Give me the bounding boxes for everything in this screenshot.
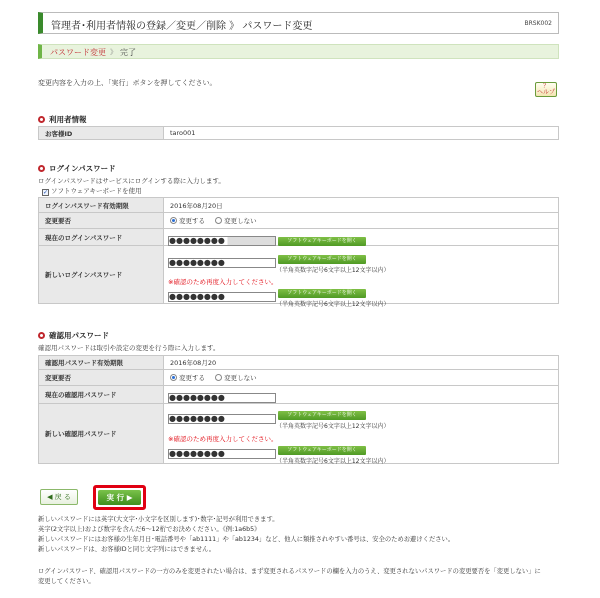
login-new-hint: （半角英数字記号6文字以上12文字以内） — [276, 267, 390, 274]
software-keyboard-checkbox[interactable]: ✓ ソフトウェアキーボードを使用 — [43, 187, 142, 196]
confirm-section-note: 確認用パスワードは取引や設定の変更を行う際に入力します。 — [38, 344, 220, 352]
section-bullet-icon — [38, 332, 45, 339]
confirm-confirm-password-input[interactable]: ●●●●●●●● — [168, 449, 276, 459]
confirm-new-password-input[interactable]: ●●●●●●●● — [168, 414, 276, 424]
login-current-password-input[interactable]: ●●●●●●●● — [168, 236, 276, 246]
section-bullet-icon — [38, 165, 45, 172]
footer-note-3: 新しいパスワードにはお客様の生年月日･電話番号や「ab1111」や「ab1234」など、他人に類推されやすい番号は、安全のためお避けください。 — [38, 536, 455, 543]
customer-id-label: お客様ID — [39, 127, 164, 140]
back-button[interactable]: ◀ 戻 る — [40, 489, 78, 505]
help-button[interactable] — [535, 82, 557, 97]
confirm-confirm-hint: （半角英数字記号6文字以上12文字以内） — [276, 458, 390, 465]
user-info-table — [38, 126, 559, 140]
login-change-label: 変更要否 — [39, 213, 164, 229]
confirm-change-label: 変更要否 — [39, 370, 164, 386]
footer-note-1: 新しいパスワードには英字(大文字･小文字を区別します)･数字･記号が利用できます。 — [38, 516, 279, 523]
intro-text: 変更内容を入力の上、「実行」ボタンを押してください。 — [38, 79, 217, 87]
login-new-skb-button[interactable]: ソフトウェアキーボードを開く — [278, 255, 366, 264]
help-label: ヘルプ — [536, 89, 555, 96]
confirm-confirm-warning: ※確認のため再度入力してください。 — [168, 435, 278, 443]
question-icon: ？ — [542, 83, 549, 90]
confirm-new-skb-button[interactable]: ソフトウェアキーボードを開く — [278, 411, 366, 420]
page-header — [38, 12, 559, 34]
login-change-no-radio[interactable] — [215, 217, 222, 224]
step-current: パスワード変更 — [50, 48, 106, 57]
confirm-change-no-radio[interactable] — [215, 374, 222, 381]
confirm-expiry-value: 2016年08月20 — [164, 356, 559, 370]
footer-note-4: 新しいパスワードは、お客様IDと同じ文字列にはできません。 — [38, 546, 216, 553]
confirm-confirm-skb-button[interactable]: ソフトウェアキーボードを開く — [278, 446, 366, 455]
login-current-skb-button[interactable]: ソフトウェアキーボードを開く — [278, 237, 366, 246]
checkbox-checked-icon: ✓ — [43, 189, 49, 196]
confirm-new-hint: （半角英数字記号6文字以上12文字以内） — [276, 423, 390, 430]
login-section-note: ログインパスワードはサービスにログインする際に入力します。 — [38, 177, 225, 185]
confirm-expiry-label: 確認用パスワード有効期限 — [39, 356, 164, 370]
login-confirm-password-input[interactable]: ●●●●●●●● — [168, 292, 276, 302]
login-change-yes-radio[interactable] — [170, 217, 177, 224]
execute-button[interactable]: 実 行 ▶ — [98, 490, 141, 505]
confirm-current-password-input[interactable]: ●●●●●●●● — [168, 393, 276, 403]
confirm-new-label: 新しい確認用パスワード — [39, 404, 164, 464]
confirm-current-label: 現在の確認用パスワード — [39, 386, 164, 404]
login-change-radios: 変更する 変更しない — [164, 213, 559, 229]
login-password-table — [38, 197, 559, 304]
login-new-label: 新しいログインパスワード — [39, 246, 164, 304]
login-expiry-value: 2016年08月20日 — [164, 198, 559, 213]
login-confirm-skb-button[interactable]: ソフトウェアキーボードを開く — [278, 289, 366, 298]
confirm-change-radios: 変更する 変更しない — [164, 370, 559, 386]
step-indicator — [38, 44, 559, 59]
login-new-password-input[interactable]: ●●●●●●●● — [168, 258, 276, 268]
footer-note-2: 英字(2文字以上)および数字を含んだ6～12桁でお決めください。《例:1a6b5》 — [38, 526, 261, 533]
login-current-label: 現在のログインパスワード — [39, 229, 164, 246]
page-title: 管理者･利用者情報の登録／変更／削除 》 パスワード変更 — [51, 21, 313, 32]
section-bullet-icon — [38, 116, 45, 123]
step-next: 完了 — [120, 48, 136, 57]
confirm-section-heading: 確認用パスワード — [38, 330, 109, 341]
footer-note-5: ログインパスワード、確認用パスワードの一方のみを変更されたい場合は、まず変更されるパスワードの欄を入力のうえ、変更されないパスワードの変更要否を「変更しない」に — [38, 568, 541, 575]
step-arrow-icon: 》 — [110, 48, 117, 56]
login-confirm-hint: （半角英数字記号6文字以上12文字以内） — [276, 301, 390, 308]
confirm-change-yes-radio[interactable] — [170, 374, 177, 381]
login-section-heading: ログインパスワード — [38, 163, 116, 174]
user-section-heading: 利用者情報 — [38, 114, 87, 125]
footer-note-6: 変更してください。 — [38, 578, 95, 585]
login-expiry-label: ログインパスワード有効期限 — [39, 198, 164, 213]
login-confirm-warning: ※確認のため再度入力してください。 — [168, 278, 278, 286]
execute-button-highlight — [93, 485, 146, 510]
customer-id-value: taro001 — [164, 127, 559, 140]
screen-code: BRSK002 — [524, 20, 552, 27]
